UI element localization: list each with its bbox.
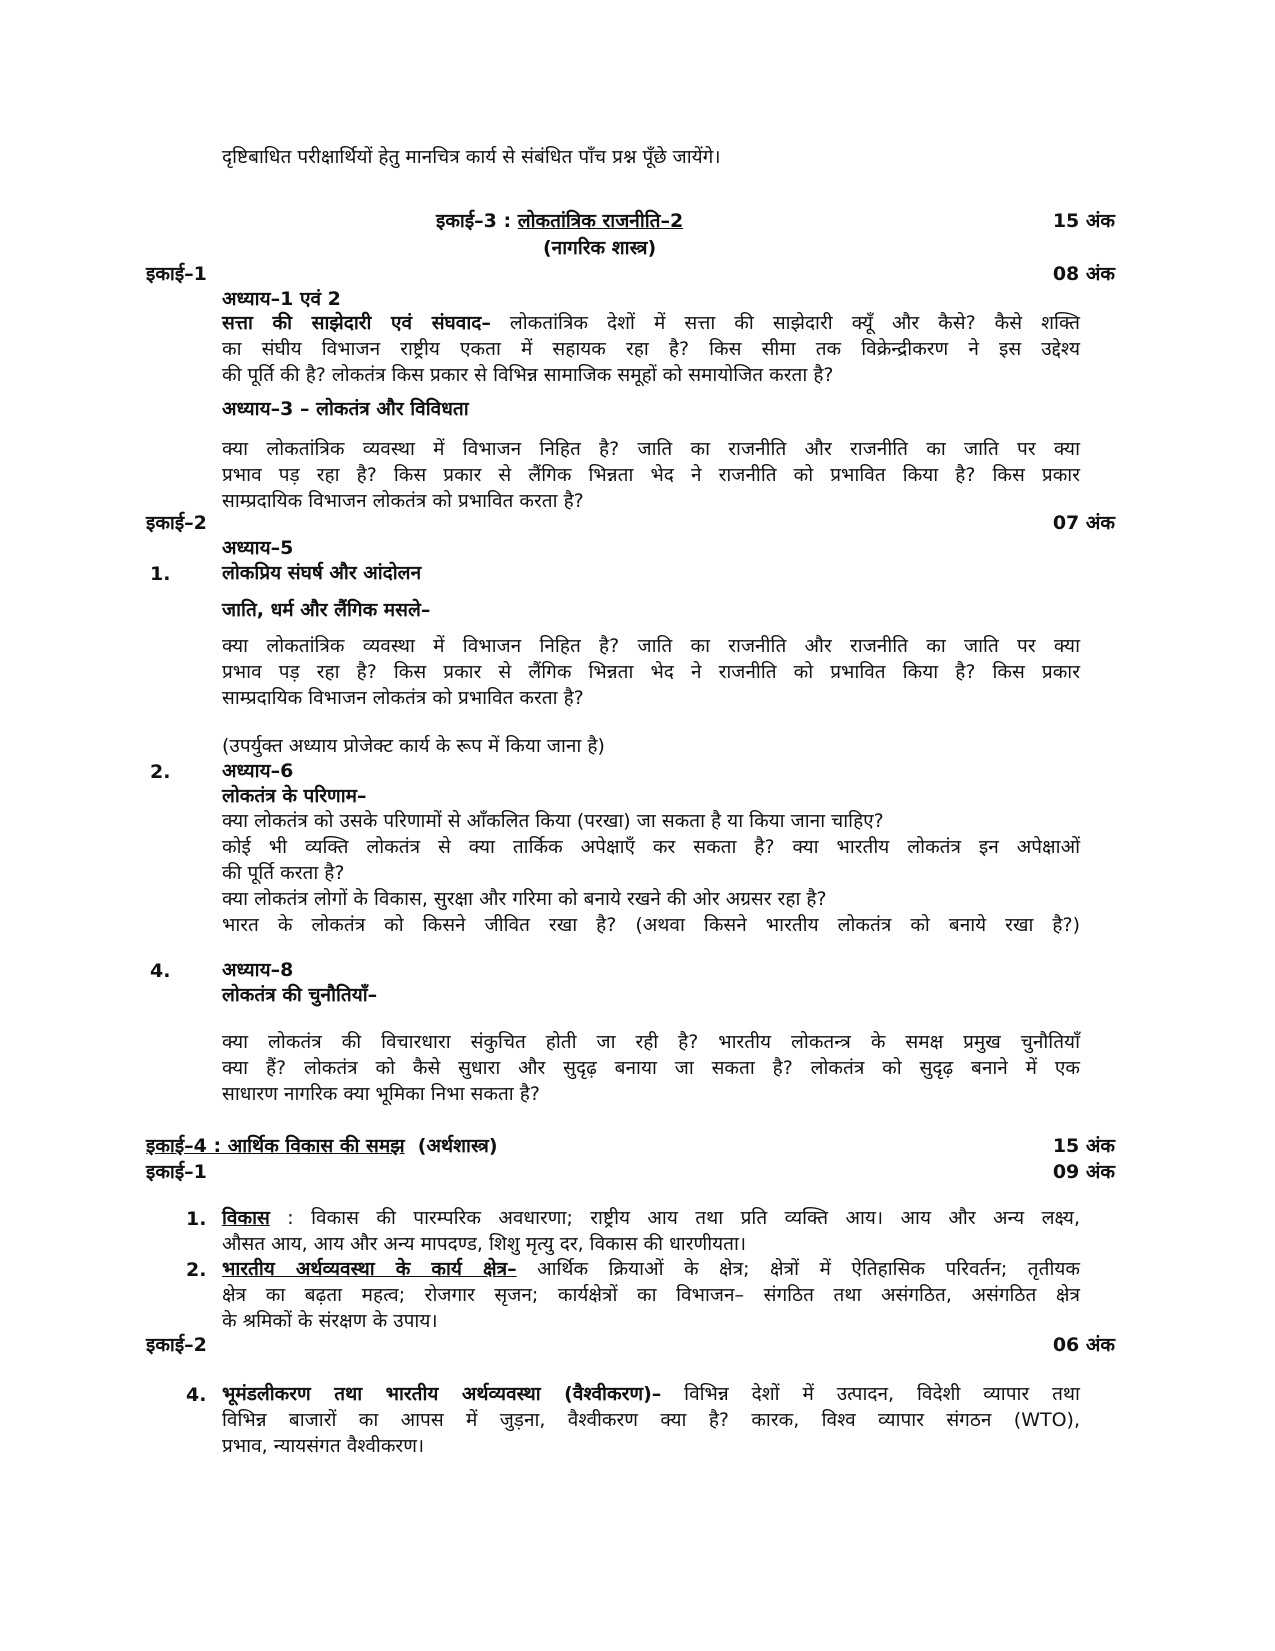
paragraph-line: की पूर्ति की है? लोकतंत्र किस प्रकार से विभिन्न सामाजिक समूहों को समायोजित करता है?: [222, 364, 834, 386]
u4-sub1-marks: 09 अंक: [1052, 1161, 1115, 1183]
paragraph-line: क्या लोकतांत्रिक व्यवस्था में विभाजन निहित है? जाति का राजनीति और राजनीति का जाति पर क्या: [222, 438, 1080, 460]
unit4-heading: [146, 1133, 498, 1159]
item1-paragraph: [222, 633, 1080, 711]
u3-sub1-chapter: अध्याय–1 एवं 2: [222, 288, 341, 310]
paragraph-line: [222, 1205, 1080, 1231]
item4-paragraph: [222, 1029, 1080, 1107]
u3-sub1-heading: सत्ता की साझेदारी एवं संघवाद–: [222, 312, 491, 334]
item2-paragraph: [222, 808, 1080, 938]
u4-item4-paragraph: [222, 1381, 1080, 1459]
u3-sub1-label: इकाई–1: [146, 263, 207, 285]
paragraph-line: की पूर्ति करता है?: [222, 862, 345, 884]
u3-chapter3-heading: अध्याय–3 – लोकतंत्र और विविधता: [222, 398, 469, 420]
paragraph-line: विभिन्न बाजारों का आपस में जुड़ना, वैश्वीकरण क्या है? कारक, विश्व व्यापार संगठन (WTO),: [222, 1409, 1080, 1431]
paragraph-line: साधारण नागरिक क्या भूमिका निभा सकता है?: [222, 1083, 540, 1105]
unit4-marks: 15 अंक: [1052, 1135, 1115, 1157]
paragraph-line: [222, 310, 1080, 336]
item-number: 2.: [150, 761, 171, 783]
paragraph-line-text: आर्थिक क्रियाओं के क्षेत्र; क्षेत्रों में ऐतिहासिक परिवर्तन; तृतीयक: [516, 1258, 1080, 1280]
unit3-heading: [436, 208, 683, 234]
item2-chapter: अध्याय–6: [222, 760, 294, 782]
item1-title: लोकप्रिय संघर्ष और आंदोलन: [222, 562, 422, 584]
unit4-subject: (अर्थशास्त्र): [417, 1135, 498, 1157]
u3-chapter5: अध्याय–5: [222, 537, 294, 559]
unit3-title: लोकतांत्रिक राजनीति–2: [517, 210, 684, 232]
paragraph-line: प्रभाव पड़ रहा है? किस प्रकार से लैंगिक भिन्नता भेद ने राजनीति को प्रभावित किया है? किस प्रकार: [222, 661, 1080, 683]
paragraph-line: प्रभाव पड़ रहा है? किस प्रकार से लैंगिक भिन्नता भेद ने राजनीति को प्रभावित किया है? किस प्रकार: [222, 464, 1080, 486]
u4-sub2-marks: 06 अंक: [1052, 1334, 1115, 1356]
u4-sub1-label: इकाई–1: [146, 1161, 207, 1183]
u3-sub1-paragraph: [222, 310, 1080, 388]
u4-item1-heading: विकास: [222, 1207, 270, 1229]
u4-item4-heading: भूमंडलीकरण तथा भारतीय अर्थव्यवस्था (वैश्वीकरण)–: [222, 1383, 662, 1405]
u4-item1-paragraph: [222, 1205, 1080, 1257]
u4-item2-paragraph: [222, 1256, 1080, 1334]
item-number: 1.: [186, 1208, 207, 1230]
paragraph-line: क्षेत्र का बढ़ता महत्व; रोजगार सृजन; कार्यक्षेत्रों का विभाजन– संगठित तथा असंगठित, असंगठित क्षेत्र: [222, 1284, 1080, 1306]
paragraph-line: प्रभाव, न्यायसंगत वैश्वीकरण।: [222, 1435, 425, 1457]
unit3-marks: 15 अंक: [1052, 210, 1115, 232]
item4-chapter: अध्याय–8: [222, 959, 294, 981]
unit4-title: इकाई–4 : आर्थिक विकास की समझ: [146, 1135, 405, 1157]
paragraph-line: के श्रमिकों के संरक्षण के उपाय।: [222, 1310, 438, 1332]
u3-chapter3-paragraph: [222, 436, 1080, 514]
item2-title: लोकतंत्र के परिणाम–: [222, 785, 367, 807]
paragraph-line: क्या लोकतंत्र को उसके परिणामों से आँकलित किया (परखा) जा सकता है या किया जाना चाहिए?: [222, 810, 884, 832]
unit3-subtitle: (नागरिक शास्त्र): [543, 237, 657, 259]
paragraph-line: क्या हैं? लोकतंत्र को कैसे सुधारा और सुदृढ़ बनाया जा सकता है? लोकतंत्र को सुदृढ़ बनाने में एक: [222, 1057, 1080, 1079]
item1-subheading: जाति, धर्म और लैंगिक मसले–: [222, 599, 431, 621]
item4-title: लोकतंत्र की चुनौतियाँ–: [222, 984, 378, 1006]
paragraph-line: भारत के लोकतंत्र को किसने जीवित रखा है? (अथवा किसने भारतीय लोकतंत्र को बनाये रखा है?): [222, 914, 1080, 936]
paragraph-line: कोई भी व्यक्ति लोकतंत्र से क्या तार्किक अपेक्षाएँ कर सकता है? क्या भारतीय लोकतंत्र इन अपेक्षाओं: [222, 836, 1080, 858]
paragraph-line: क्या लोकतंत्र लोगों के विकास, सुरक्षा और गरिमा को बनाये रखने की ओर अग्रसर रहा है?: [222, 888, 827, 910]
paragraph-line: साम्प्रदायिक विभाजन लोकतंत्र को प्रभावित करता है?: [222, 687, 584, 709]
paragraph-line: [222, 1381, 1080, 1407]
paragraph-line-text: लोकतांत्रिक देशों में सत्ता की साझेदारी क्यूँ और कैसे? कैसे शक्ति: [490, 312, 1080, 334]
u4-sub2-label: इकाई–2: [146, 1334, 207, 1356]
item-number: 4.: [186, 1384, 207, 1406]
intro-line: दृष्टिबाधित परीक्षार्थियों हेतु मानचित्र कार्य से संबंधित पाँच प्रश्न पूँछे जायेंगे।: [222, 146, 721, 168]
paragraph-line: [222, 1256, 1080, 1282]
paragraph-line-text: : विकास की पारम्परिक अवधारणा; राष्ट्रीय आय तथा प्रति व्यक्ति आय। आय और अन्य लक्ष्य,: [269, 1207, 1080, 1229]
u3-sub1-marks: 08 अंक: [1052, 263, 1115, 285]
project-note: (उपर्युक्त अध्याय प्रोजेक्ट कार्य के रूप में किया जाना है): [222, 735, 605, 757]
unit3-label: इकाई–3 :: [436, 210, 518, 232]
u3-sub2-label: इकाई–2: [146, 512, 207, 534]
paragraph-line: क्या लोकतांत्रिक व्यवस्था में विभाजन निहित है? जाति का राजनीति और राजनीति का जाति पर क्या: [222, 635, 1080, 657]
paragraph-line-text: विभिन्न देशों में उत्पादन, विदेशी व्यापार तथा: [661, 1383, 1080, 1405]
paragraph-line: साम्प्रदायिक विभाजन लोकतंत्र को प्रभावित करता है?: [222, 490, 584, 512]
item-number: 1.: [150, 563, 171, 585]
u4-item2-heading: भारतीय अर्थव्यवस्था के कार्य क्षेत्र–: [222, 1258, 517, 1280]
paragraph-line: औसत आय, आय और अन्य मापदण्ड, शिशु मृत्यु दर, विकास की धारणीयता।: [222, 1233, 747, 1255]
paragraph-line: का संघीय विभाजन राष्ट्रीय एकता में सहायक रहा है? किस सीमा तक विक्रेन्द्रीकरण ने इस उद्देश्य: [222, 338, 1080, 360]
u3-sub2-marks: 07 अंक: [1052, 512, 1115, 534]
item-number: 2.: [186, 1259, 207, 1281]
paragraph-line: क्या लोकतंत्र की विचारधारा संकुचित होती जा रही है? भारतीय लोकतन्त्र के समक्ष प्रमुख चुनौतियाँ: [222, 1031, 1080, 1053]
item-number: 4.: [150, 960, 171, 982]
